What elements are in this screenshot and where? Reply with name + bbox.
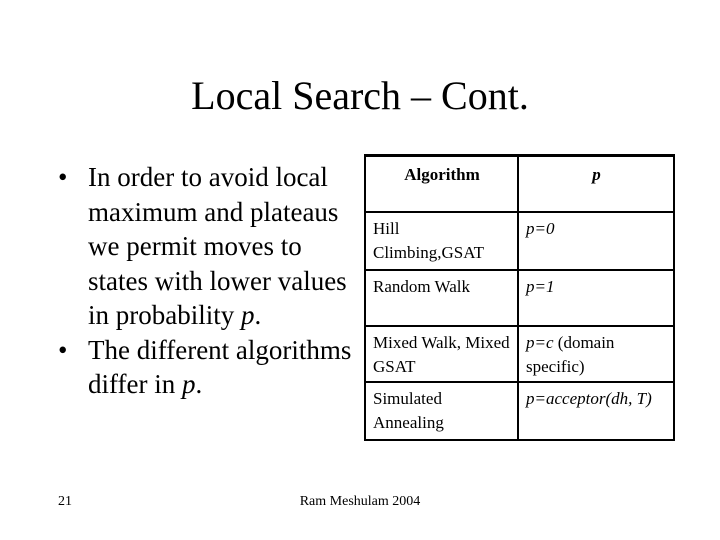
header-p: p (518, 156, 674, 213)
bullet-item (58, 160, 358, 333)
bullet-icon: • (58, 334, 68, 365)
algorithm-table (364, 154, 675, 441)
bullet-list (58, 160, 358, 402)
table-row (365, 382, 674, 440)
cell-p-italic: p=1 (526, 277, 555, 296)
cell-p (518, 212, 674, 270)
cell-algorithm: Random Walk (365, 270, 518, 326)
cell-p-rest: (domain specific) (526, 333, 615, 376)
bullet-icon: • (58, 162, 68, 192)
bullet-text: In order to avoid local maximum and plateaus we permit moves to states with lower values in probability (88, 162, 347, 330)
slide-title: Local Search – Cont. (191, 73, 529, 118)
table-row (365, 270, 674, 326)
cell-p-italic: p=c (526, 333, 554, 352)
bullet-text: The different algorithms differ in (88, 334, 352, 399)
slide-number: 21 (58, 494, 72, 509)
cell-p (518, 382, 674, 440)
table-row (365, 212, 674, 270)
table-header-row (365, 156, 674, 213)
cell-p (518, 270, 674, 326)
header-algorithm: Algorithm (365, 156, 518, 213)
footer-author: Ram Meshulam 2004 (299, 494, 421, 509)
cell-algorithm: Hill Climbing,GSAT (365, 212, 518, 270)
cell-algorithm: Simulated Annealing (365, 382, 518, 440)
cell-p-italic: p=acceptor(dh, T) (526, 389, 652, 408)
bullet-italic: p (181, 369, 196, 399)
bullet-text-end: . (195, 369, 203, 399)
bullet-italic: p (240, 300, 255, 330)
cell-p (518, 326, 674, 382)
bullet-text-end: . (254, 300, 262, 330)
bullet-item (58, 333, 358, 402)
cell-algorithm: Mixed Walk, Mixed GSAT (365, 326, 518, 382)
cell-p-italic: p=0 (526, 219, 555, 238)
table-row (365, 326, 674, 382)
